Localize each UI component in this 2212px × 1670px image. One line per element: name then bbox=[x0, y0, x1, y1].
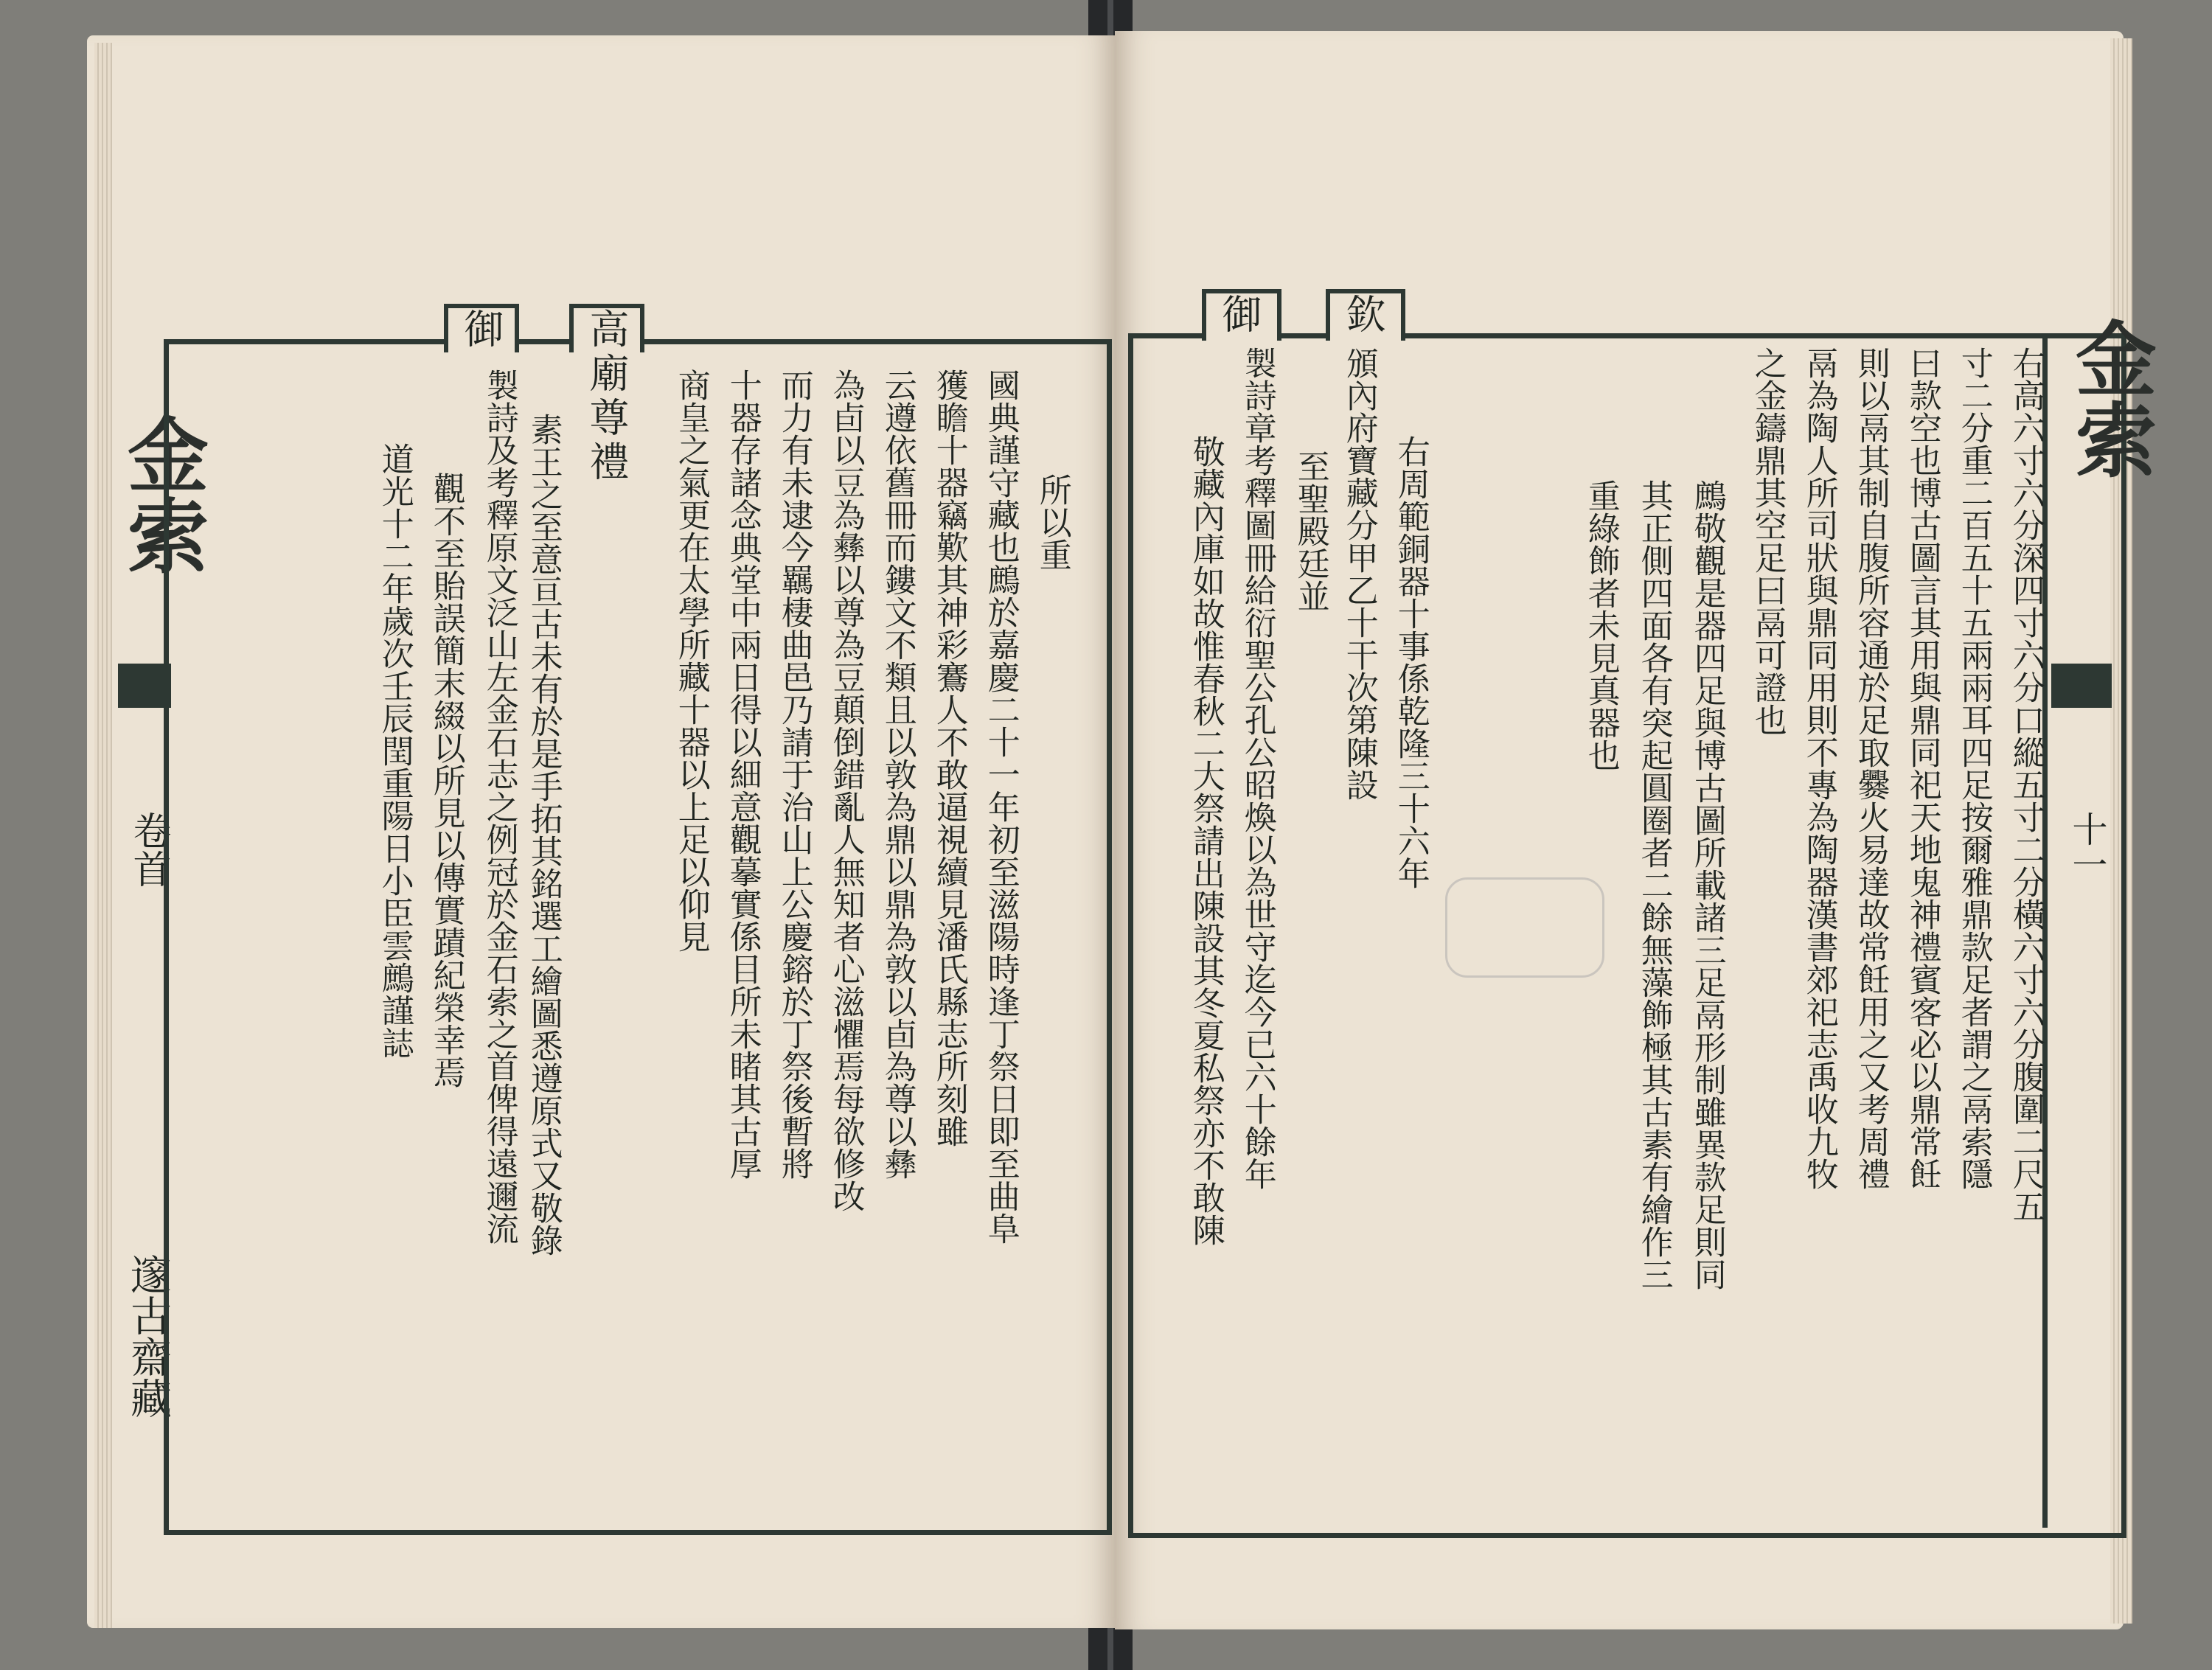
left-heading-imperial bbox=[459, 308, 504, 348]
right-column-6 bbox=[1749, 347, 1786, 736]
left-column-5-text: 為卣以豆為彝以尊為豆顛倒錯亂人無知者心滋懼焉每欲修改 bbox=[827, 369, 865, 1212]
left-column-6-text: 而力有未逮今羈棲曲邑乃請于治山上公慶鎔於丁祭後暫將 bbox=[775, 369, 813, 1180]
right-column-3 bbox=[1904, 347, 1941, 1190]
right-column-1 bbox=[2007, 347, 2044, 1222]
left-column-4 bbox=[879, 369, 916, 1180]
right-heading-imperial-text: 御 bbox=[1216, 293, 1263, 333]
left-column-after-heading-3 bbox=[376, 442, 413, 1059]
right-margin-title-text: 金索 bbox=[2062, 317, 2157, 479]
right-margin-page-number-text: 十一 bbox=[2066, 811, 2107, 882]
right-column-5 bbox=[1801, 347, 1837, 1190]
right-column-7-text: 鷓敬觀是器四足與博古圖所載諸三足鬲形制雖異款足則同 bbox=[1688, 479, 1726, 1290]
right-column-after-heading-5 bbox=[1187, 435, 1224, 1246]
right-heading-respect-text: 欽 bbox=[1340, 293, 1387, 333]
left-column-after-heading-2-text: 觀不至貽誤簡末綴以所見以傳實蹟紀榮幸焉 bbox=[427, 472, 465, 1088]
left-margin-volume-text: 卷首 bbox=[126, 811, 170, 888]
left-column-2 bbox=[982, 369, 1019, 1245]
right-column-after-heading-1 bbox=[1340, 347, 1377, 801]
left-column-7-text: 十器存諸念典堂中兩日得以細意觀摹實係目所未睹其古厚 bbox=[723, 369, 762, 1180]
left-column-1 bbox=[1034, 473, 1071, 571]
right-column-after-heading-5-text: 敬藏內庫如故惟春秋二大祭請出陳設其冬夏私祭亦不敢陳 bbox=[1186, 435, 1225, 1246]
right-column-1-text: 右高六寸六分深四寸六分口縱五寸二分橫六寸六分腹圍二尺五 bbox=[2006, 347, 2045, 1222]
right-column-9 bbox=[1582, 479, 1619, 771]
right-column-after-heading-2 bbox=[1292, 450, 1329, 612]
left-column-6 bbox=[776, 369, 813, 1180]
left-heading-temple bbox=[584, 308, 629, 485]
left-column-after-heading-3-text: 道光十二年歲次壬辰閏重陽日小臣雲鷓謹誌 bbox=[375, 442, 414, 1059]
left-column-8-text: 商皇之氣更在太學所藏十器以上足以仰見 bbox=[672, 369, 710, 953]
right-column-2-text: 寸二分重二百五十五兩兩耳四足按爾雅鼎款足者謂之鬲索隱 bbox=[1955, 347, 1993, 1190]
right-column-3-text: 曰款空也博古圖言其用與鼎同祀天地鬼神禮賓客必以鼎常飪 bbox=[1903, 347, 1941, 1190]
right-column-5-text: 鬲為陶人所司狀與鼎同用則不專為陶器漢書郊祀志禹收九牧 bbox=[1800, 347, 1838, 1190]
left-column-after-heading-2 bbox=[428, 472, 465, 1088]
right-column-7 bbox=[1688, 479, 1725, 1290]
left-heading-imperial-text: 御 bbox=[458, 308, 505, 348]
left-text-frame bbox=[164, 339, 1112, 1535]
left-column-1-text: 所以重 bbox=[1033, 473, 1071, 571]
left-column-after-heading-1-text: 製詩及考釋原文泛山左金石志之例冠於金石索之首俾得遠邇流 bbox=[480, 369, 518, 1245]
left-column-3-text: 獲瞻十器竊歎其神彩鶱人不敢逼視續見潘氏縣志所刻雖 bbox=[930, 369, 968, 1147]
right-column-after-heading-3-text: 右周範銅器十事係乾隆三十六年 bbox=[1391, 435, 1430, 889]
left-heading-temple-text: 高廟尊禮 bbox=[583, 308, 630, 485]
right-heading-respect bbox=[1340, 293, 1385, 333]
left-column-5 bbox=[827, 369, 864, 1212]
right-column-8-text: 其正側四面各有突起圓圈者二餘無藻飾極其古素有繪作三 bbox=[1635, 479, 1673, 1290]
left-column-king-text: 素王之至意亘古未有於是手拓其銘選工繪圖悉遵原式又敬錄 bbox=[524, 413, 563, 1256]
right-column-after-heading-4-text: 製詩章考釋圖冊給衍聖公孔公昭煥以為世守迄今已六十餘年 bbox=[1238, 347, 1276, 1190]
left-column-4-text: 云遵依舊冊而鏤文不類且以敦為鼎以鼎為敦以卣為尊以彝 bbox=[878, 369, 917, 1180]
right-column-9-text: 重綠飾者未見真器也 bbox=[1582, 479, 1620, 771]
left-column-2-text: 國典謹守藏也鷓於嘉慶二十一年初至滋陽時逢丁祭日即至曲阜 bbox=[981, 369, 1020, 1245]
right-column-8 bbox=[1635, 479, 1672, 1290]
right-column-4 bbox=[1852, 347, 1889, 1190]
right-fishtail-mark bbox=[2051, 664, 2112, 708]
right-column-after-heading-1-text: 頒內府寶藏分甲乙十干次第陳設 bbox=[1340, 347, 1378, 801]
left-column-7 bbox=[724, 369, 761, 1180]
left-column-king bbox=[525, 413, 562, 1256]
right-column-after-heading-3 bbox=[1392, 435, 1429, 889]
right-column-6-text: 之金鑄鼎其空足曰鬲可證也 bbox=[1748, 347, 1787, 736]
right-margin-page-number bbox=[2062, 811, 2112, 882]
left-page-edges bbox=[94, 43, 112, 1628]
left-margin-publisher-text: 邃古齋藏 bbox=[124, 1253, 172, 1419]
left-column-8 bbox=[672, 369, 709, 953]
right-margin-title bbox=[2051, 317, 2168, 479]
left-column-3 bbox=[931, 369, 967, 1147]
left-column-after-heading-1 bbox=[481, 369, 518, 1245]
right-column-after-heading-2-text: 至聖殿廷並 bbox=[1291, 450, 1329, 612]
left-margin-title-text: 金索 bbox=[114, 413, 209, 575]
right-heading-imperial bbox=[1217, 293, 1262, 333]
right-column-2 bbox=[1955, 347, 1992, 1190]
right-column-4-text: 則以鬲其制自腹所容通於足取爨火易達故常飪用之又考周禮 bbox=[1851, 347, 1890, 1190]
right-column-after-heading-4 bbox=[1239, 347, 1276, 1190]
